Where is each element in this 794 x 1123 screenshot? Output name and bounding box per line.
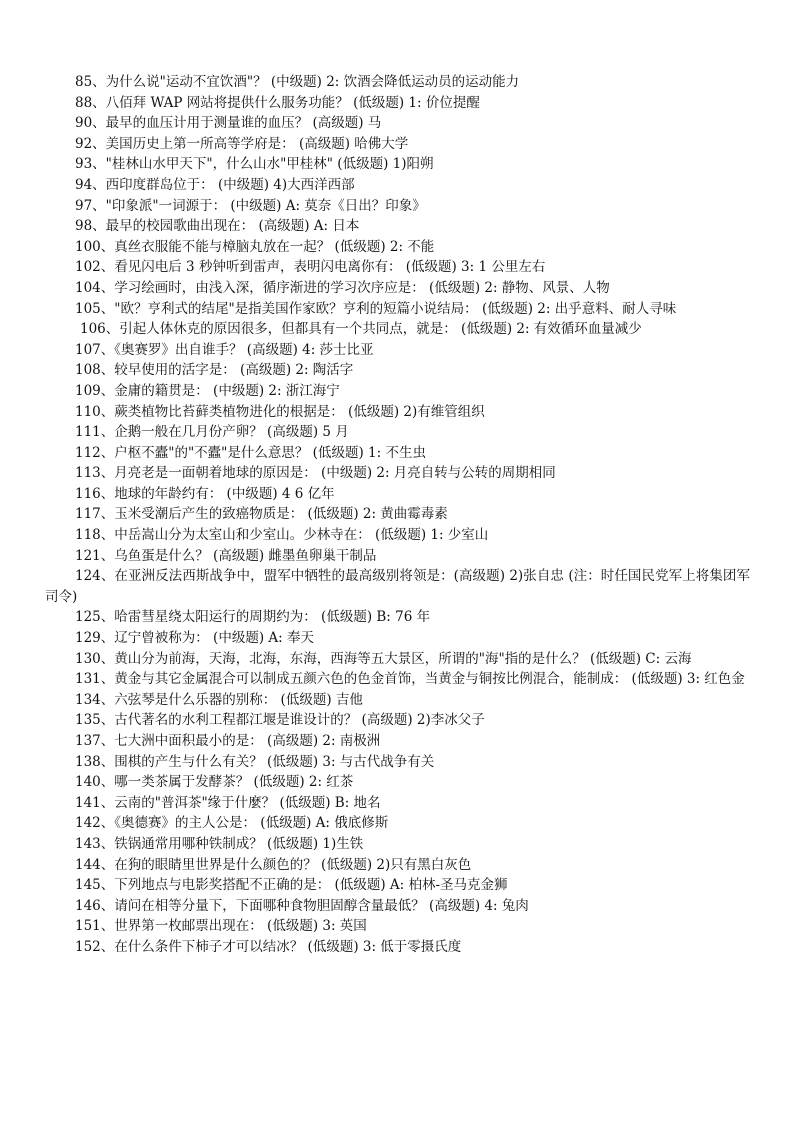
question-item: 143、铁锅通常用哪种铁制成？ (低级题) 1)生铁 bbox=[75, 835, 364, 852]
question-item: 98、最早的校园歌曲出现在： (高级题) A: 日本 bbox=[75, 218, 360, 235]
question-item: 135、古代著名的水利工程都江堰是谁设计的？ (高级题) 2)李冰父子 bbox=[75, 712, 485, 729]
question-item: 118、中岳嵩山分为太室山和少室山。少林寺在： (低级题) 1: 少室山 bbox=[75, 527, 489, 544]
question-item: 85、为什么说"运动不宜饮酒"？ (中级题) 2: 饮酒会降低运动员的运动能力 bbox=[75, 74, 520, 90]
question-item: 125、哈雷彗星绕太阳运行的周期约为： (低级题) B: 76 年 bbox=[75, 609, 431, 626]
question-item: 111、企鹅一般在几月份产卵？ (高级题) 5 月 bbox=[75, 424, 349, 441]
question-item: 100、真丝衣服能不能与樟脑丸放在一起？ (低级题) 2: 不能 bbox=[75, 238, 435, 255]
question-item: 108、较早使用的活字是： (高级题) 2: 陶活字 bbox=[75, 362, 354, 379]
question-item: 140、哪一类茶属于发酵茶？ (低级题) 2: 红茶 bbox=[75, 774, 354, 791]
question-item: 142、《奥德赛》的主人公是： (低级题) A: 俄底修斯 bbox=[75, 815, 389, 832]
question-item: 141、云南的"普洱茶"缘于什麼？ (低级题) B: 地名 bbox=[75, 794, 381, 811]
question-item: 110、蕨类植物比苔藓类植物进化的根据是： (低级题) 2)有维管组织 bbox=[75, 403, 485, 420]
question-item: 94、西印度群岛位于： (中级题) 4)大西洋西部 bbox=[75, 176, 355, 193]
question-item: 121、乌鱼蛋是什么？ (高级题) 雌墨鱼卵巢干制品 bbox=[75, 547, 377, 564]
question-item: 104、学习绘画时，由浅入深，循序渐进的学习次序应是： (低级题) 2: 静物、风景、人物 bbox=[75, 279, 610, 296]
question-item: 112、户枢不蠹"的"不蠹"是什么意思？ (低级题) 1: 不生虫 bbox=[75, 444, 426, 461]
question-item: 124、在亚洲反法西斯战争中，盟军中牺牲的最高级别将领是：(高级题) 2)张自忠 (注：时任国民党军上将集团军司令) bbox=[45, 568, 750, 605]
question-item: 131、黄金与其它金属混合可以制成五颜六色的色金首饰，当黄金与铜按比例混合，能制成： (低级题) 3: 红色金 bbox=[75, 671, 745, 688]
question-item: 129、辽宁曾被称为： (中级题) A: 奉天 bbox=[75, 630, 314, 647]
question-list bbox=[45, 72, 750, 958]
question-item: 137、七大洲中面积最小的是： (高级题) 2: 南极洲 bbox=[75, 733, 381, 749]
question-item: 134、六弦琴是什么乐器的别称： (低级题) 吉他 bbox=[75, 691, 363, 708]
question-item: 109、金庸的籍贯是： (中级题) 2: 浙江海宁 bbox=[75, 382, 340, 399]
question-item: 107、《奥赛罗》出自谁手？ (高级题) 4: 莎士比亚 bbox=[75, 341, 374, 358]
question-item: 145、下列地点与电影奖搭配不正确的是： (低级题) A: 柏林-圣马克金狮 bbox=[75, 877, 508, 894]
question-item: 102、看见闪电后 3 秒钟听到雷声，表明闪电离你有： (低级题) 3: 1 公里左右 bbox=[75, 259, 546, 276]
question-item: 113、月亮老是一面朝着地球的原因是： (中级题) 2: 月亮自转与公转的周期相同 bbox=[75, 465, 556, 482]
question-item: 144、在狗的眼睛里世界是什么颜色的？ (低级题) 2)只有黑白灰色 bbox=[75, 856, 472, 873]
question-item: 151、世界第一枚邮票出现在： (低级题) 3: 英国 bbox=[75, 918, 367, 935]
question-item: 105、"欧？亨利式的结尾"是指美国作家欧？亨利的短篇小说结局： (低级题) 2: 出乎意料、耐人寻味 bbox=[75, 300, 677, 317]
question-item: 93、"桂林山水甲天下"，什么山水"甲桂林" (低级题) 1)阳朔 bbox=[75, 156, 434, 173]
question-item: 117、玉米受潮后产生的致癌物质是： (低级题) 2: 黄曲霉毒素 bbox=[75, 506, 448, 523]
question-item: 92、美国历史上第一所高等学府是： (高级题) 哈佛大学 bbox=[75, 135, 409, 152]
question-item: 116、地球的年龄约有： (中级题) 4 6 亿年 bbox=[75, 485, 335, 502]
question-item: 97、"印象派"一词源于： (中级题) A: 莫奈《日出？印象》 bbox=[75, 197, 426, 214]
question-item: 138、围棋的产生与什么有关？ (低级题) 3: 与古代战争有关 bbox=[75, 753, 435, 770]
question-item: 130、黄山分为前海，天海，北海，东海，西海等五大景区，所谓的"海"指的是什么？ (低级题) C: 云海 bbox=[75, 650, 692, 667]
question-item: 88、八佰拜 WAP 网站将提供什么服务功能？ (低级题) 1: 价位提醒 bbox=[75, 94, 480, 111]
question-item: 152、在什么条件下柿子才可以结冰？ (低级题) 3: 低于零摄氏度 bbox=[75, 938, 462, 955]
question-item: 90、最早的血压计用于测量谁的血压？ (高级题) 马 bbox=[75, 115, 382, 132]
question-item: 106、引起人体休克的原因很多，但都具有一个共同点，就是： (低级题) 2: 有效循环血量减少 bbox=[80, 321, 642, 338]
question-item: 146、请问在相等分量下，下面哪种食物胆固醇含量最低？ (高级题) 4: 兔肉 bbox=[75, 897, 529, 914]
